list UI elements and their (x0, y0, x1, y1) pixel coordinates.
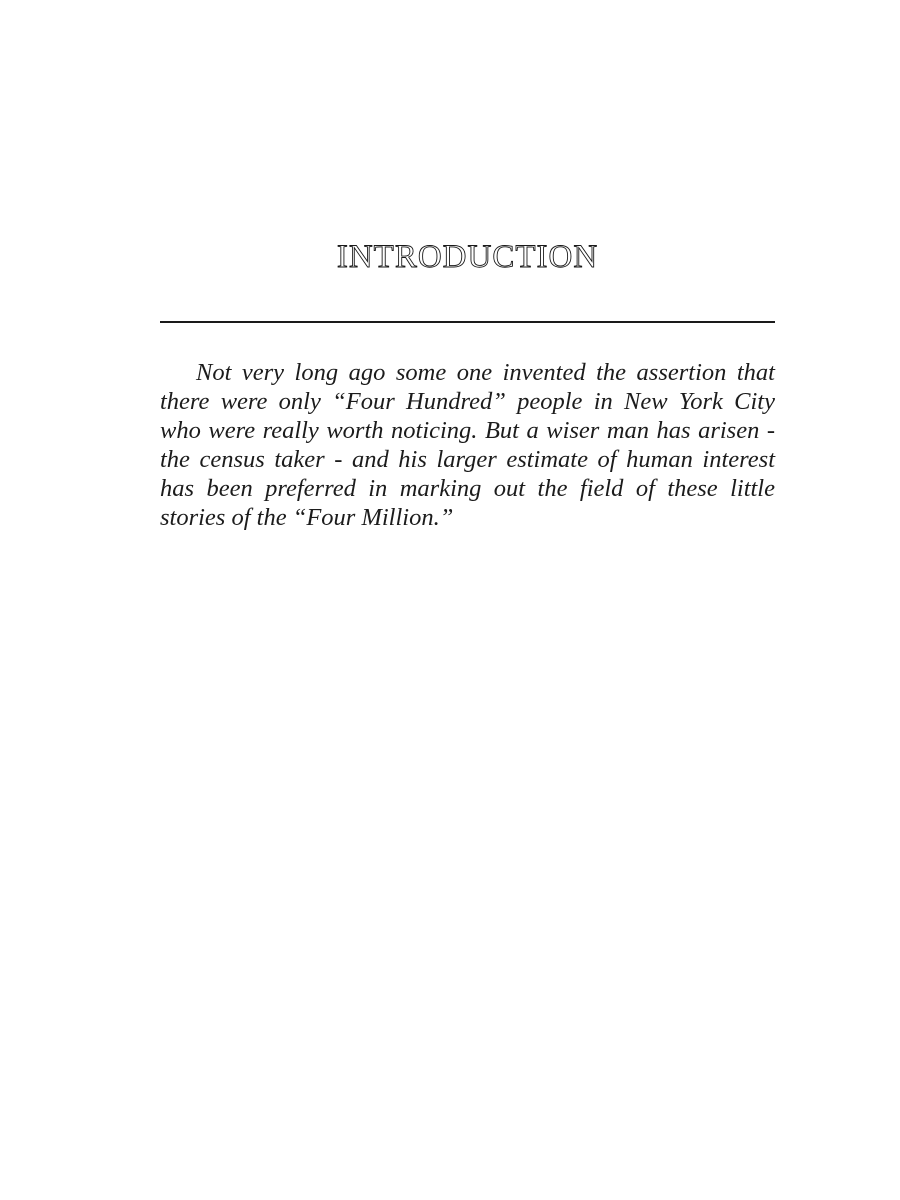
chapter-title: INTRODUCTION (336, 239, 599, 275)
title-divider-rule (160, 321, 775, 323)
introduction-paragraph: Not very long ago some one invented the assertion that there were only “Four Hundred” people in New York City who were really worth noticing. But a wiser man has arisen - the census taker - and his larger estimate of human interest has been preferred in marking out the field of these little stories of the “Four Million.” (160, 359, 775, 531)
